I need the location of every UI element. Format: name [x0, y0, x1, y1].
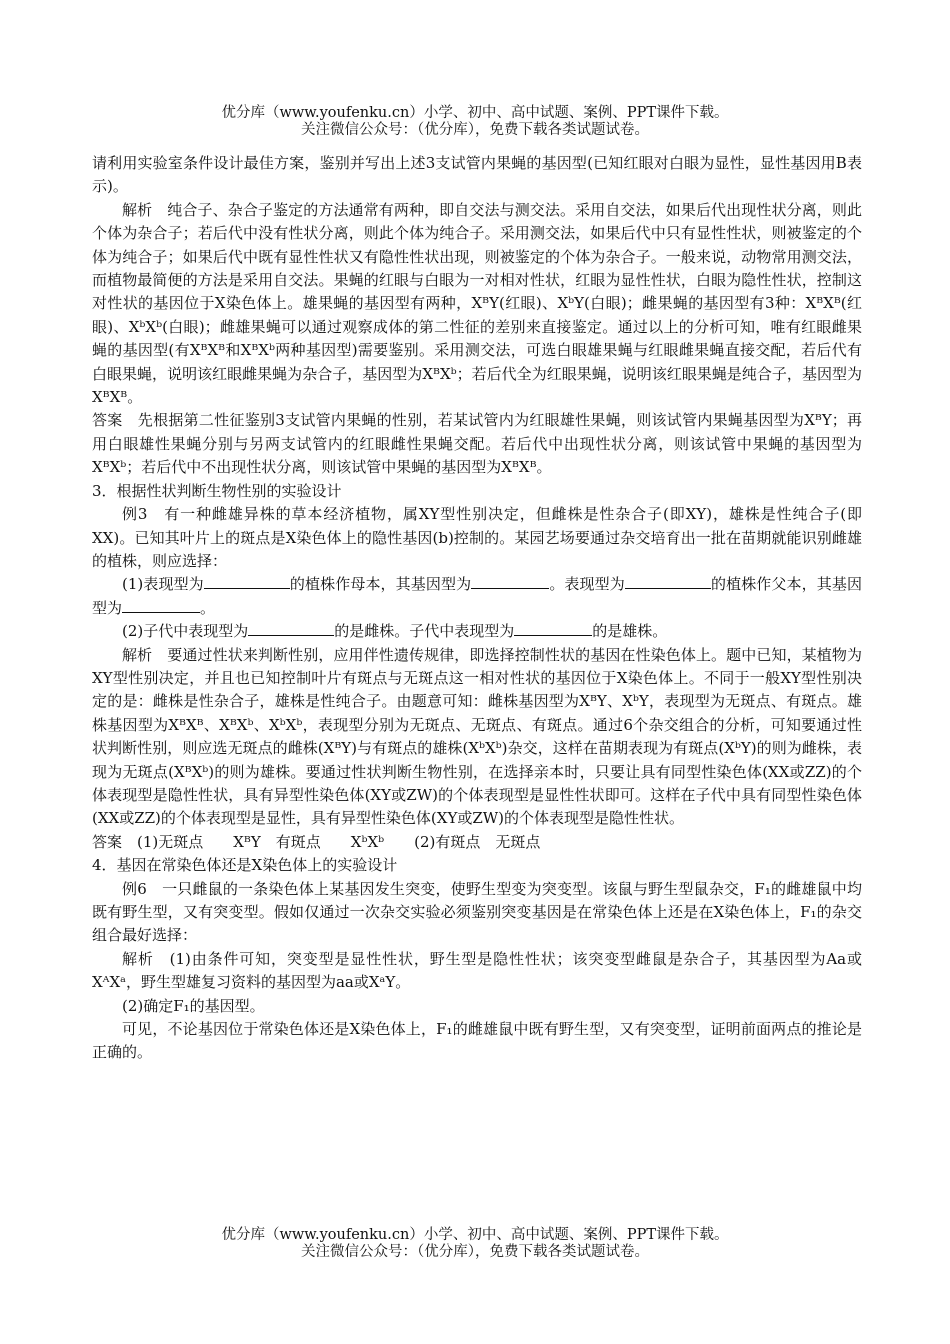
answer-blank: [122, 598, 200, 613]
answer-blank: [625, 574, 711, 589]
paragraph-intro: 请利用实验室条件设计最佳方案，鉴别并写出上述3支试管内果蝇的基因型(已知红眼对白眼为显性，显性基因用B表示)。: [92, 154, 862, 196]
paragraph-analysis-6a: 解析 (1)由条件可知，突变型是显性性状，野生型是隐性性状；该突变型雌鼠是杂合子，其基因型为Aa或XᴬXᵃ，野生型雄复习资料的基因型为aa或XᵃY。: [92, 949, 862, 992]
footer-line-1: 优分库（www.youfenku.cn）小学、初中、高中试题、案例、PPT课件下载。: [221, 1227, 729, 1243]
header-line-2: 关注微信公众号：（优分库），免费下载各类试题试卷。: [301, 122, 649, 138]
question-1-text-a: (1)表现型为: [122, 575, 204, 594]
question-2-text-c: 的是雄株。: [592, 622, 668, 641]
page-header: [0, 105, 950, 139]
answer-blank: [248, 621, 334, 636]
question-1-text-e: 。: [200, 598, 216, 617]
page-footer: [0, 1227, 950, 1261]
header-line-1: 优分库（www.youfenku.cn）小学、初中、高中试题、案例、PPT课件下载。: [221, 105, 729, 121]
answer-blank: [514, 621, 592, 636]
answer-blank: [204, 574, 290, 589]
footer-line-2: 关注微信公众号：（优分库），免费下载各类试题试卷。: [301, 1244, 649, 1260]
paragraph-example-6: 例6 一只雌鼠的一条染色体上某基因发生突变，使野生型变为突变型。该鼠与野生型鼠杂交，F₁的雌雄鼠中均既有野生型，又有突变型。假如仅通过一次杂交实验必须鉴别突变基因是在常染色体上还是在X染色体上，F₁的杂交组合最好选择：: [92, 879, 862, 945]
paragraph-conclusion: 可见，不论基因位于常染色体还是X染色体上，F₁的雌雄鼠中既有野生型，又有突变型，证明前面两点的推论是正确的。: [92, 1020, 862, 1062]
question-2: [92, 620, 862, 643]
question-1-text-d: 的植株作父本，其基因型为: [92, 575, 862, 617]
paragraph-analysis-6b: (2)确定F₁的基因型。: [122, 996, 265, 1015]
answer-blank: [471, 574, 549, 589]
question-1-text-b: 的植株作母本，其基因型为: [289, 575, 472, 594]
paragraph-answer-1: 答案 先根据第二性征鉴别3支试管内果蝇的性别，若某试管内为红眼雄性果蝇，则该试管内果蝇基因型为XᴮY；再用白眼雄性果蝇分别与另两支试管内的红眼雌性果蝇交配。若后代中出现性状分离，则该试管中果蝇的基因型为XᴮXᵇ；若后代中不出现性状分离，则该试管中果蝇的基因型为XᴮXᴮ。: [92, 411, 862, 477]
section-heading-4: 4．基因在常染色体还是X染色体上的实验设计: [92, 856, 398, 875]
document-body: [92, 152, 862, 1065]
section-heading-3: 3．根据性状判断生物性别的实验设计: [92, 481, 342, 500]
question-2-text-a: (2)子代中表现型为: [122, 622, 249, 641]
question-1: [92, 573, 862, 620]
question-2-text-b: 的是雌株。子代中表现型为: [334, 622, 515, 641]
question-1-text-c: 。表现型为: [549, 575, 625, 594]
paragraph-analysis-1: 解析 纯合子、杂合子鉴定的方法通常有两种，即自交法与测交法。采用自交法，如果后代出现性状分离，则此个体为杂合子；若后代中没有性状分离，则此个体为纯合子。采用测交法，如果后代中只有显性性状，则被鉴定的个体为纯合子；如果后代中既有显性性状又有隐性性状出现，则被鉴定的个体为杂合子。一般来说，动物常用测交法，而植物最简便的方法是采用自交法。果蝇的红眼与白眼为一对相对性状，红眼为显性性状，白眼为隐性性状，控制这对性状的基因位于X染色体上。雄果蝇的基因型有两种，XᴮY(红眼)、XᵇY(白眼)；雌果蝇的基因型有3种：XᴮXᴮ(红眼)、XᵇXᵇ(白眼)；雌雄果蝇可以通过观察成体的第二性征的差别来直接鉴定。通过以上的分析可知，唯有红眼雌果蝇的基因型(有XᴮXᴮ和XᴮXᵇ两种基因型)需要鉴别。采用测交法，可选白眼雄果蝇与红眼雌果蝇直接交配，若后代有白眼果蝇，说明该红眼雌果蝇为杂合子，基因型为XᴮXᵇ；若后代全为红眼果蝇，说明该红眼果蝇是纯合子，基因型为XᴮXᴮ。: [92, 200, 862, 407]
paragraph-answer-3: 答案 (1)无斑点 XᴮY 有斑点 XᵇXᵇ (2)有斑点 无斑点: [92, 832, 541, 851]
paragraph-analysis-3: 解析 要通过性状来判断性别，应用伴性遗传规律，即选择控制性状的基因在性染色体上。题中已知，某植物为XY型性别决定，并且也已知控制叶片有斑点与无斑点这一相对性状的基因位于X染色体上。不同于一般XY型性别决定的是：雌株是性杂合子，雄株是性纯合子。由题意可知：雌株基因型为XᴮY、XᵇY，表现型为无斑点、有斑点。雄株基因型为XᴮXᴮ、XᴮXᵇ、XᵇXᵇ，表现型分别为无斑点、无斑点、有斑点。通过6个杂交组合的分析，可知要通过性状判断性别，则应选无斑点的雌株(XᴮY)与有斑点的雄株(XᵇXᵇ)杂交，这样在苗期表现为有斑点(XᵇY)的则为雌株，表现为无斑点(XᴮXᵇ)的则为雄株。要通过性状判断生物性别，在选择亲本时，只要让具有同型性染色体(XX或ZZ)的个体表现型是隐性性状，具有异型性染色体(XY或ZW)的个体表现型是显性性状即可。这样在子代中具有同型性染色体(XX或ZZ)的个体表现型是显性，具有异型性染色体(XY或ZW)的个体表现型是隐性性状。: [92, 645, 862, 828]
paragraph-example-3: 例3 有一种雌雄异株的草本经济植物，属XY型性别决定，但雌株是性杂合子(即XY)，雄株是性纯合子(即XX)。已知其叶片上的斑点是X染色体上的隐性基因(b)控制的。某园艺场要通过杂交培育出一批在苗期就能识别雌雄的植株，则应选择：: [92, 505, 862, 570]
